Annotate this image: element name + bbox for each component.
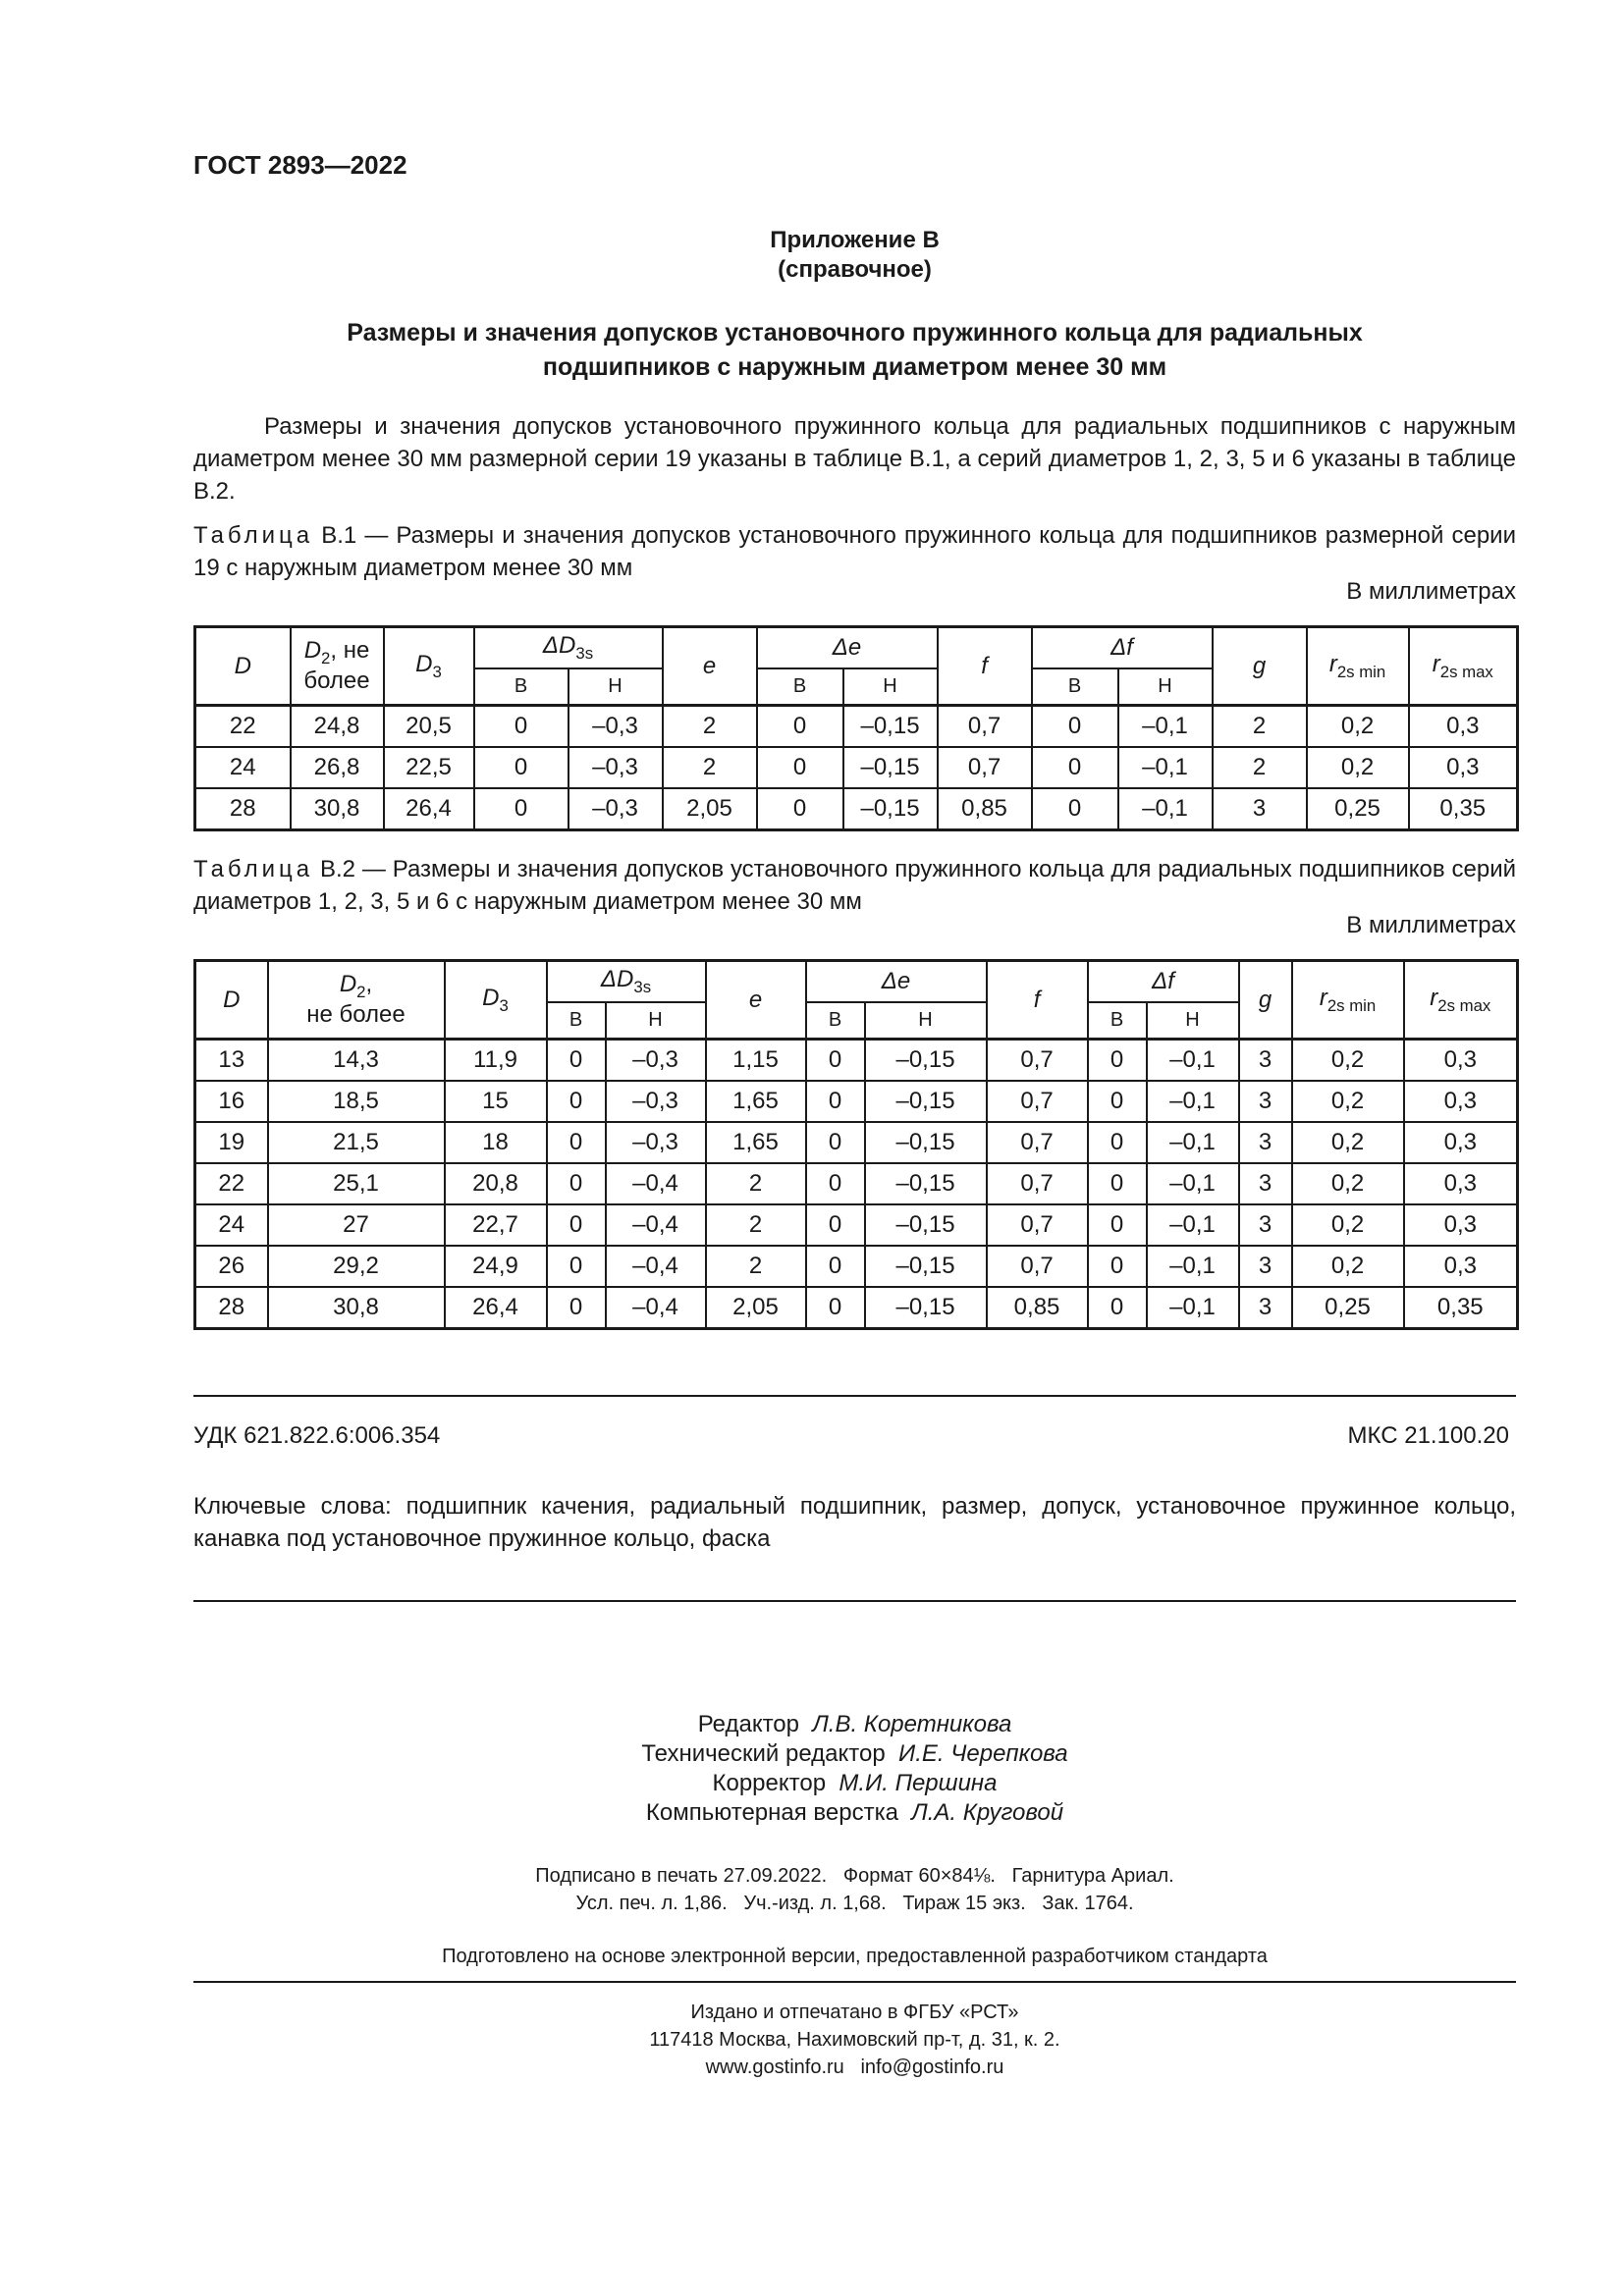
table2-cell: 0 [1088,1040,1147,1082]
table1-cell: 0,2 [1307,747,1409,788]
table2-header-g: g [1239,961,1292,1040]
table1-cell: 0,2 [1307,706,1409,748]
table1-cell: 2 [663,706,757,748]
table2-cell: 29,2 [268,1246,445,1287]
table2-cell: 0,2 [1292,1204,1404,1246]
table2-units: В миллиметрах [1346,912,1516,938]
table1-cell: 0,3 [1409,747,1518,788]
table1-cell: 0,35 [1409,788,1518,830]
appendix-heading [193,226,1516,285]
table1-cell: –0,3 [568,788,663,830]
table2-cell: 0 [547,1287,606,1329]
table2-cell: 0,2 [1292,1081,1404,1122]
publisher-address: 117418 Москва, Нахимовский пр-т, д. 31, к. 2. [649,2029,1060,2051]
table2-cell: 0 [547,1081,606,1122]
table2-cell: –0,1 [1147,1040,1239,1082]
table2-cell: –0,1 [1147,1163,1239,1204]
credit-line: Компьютерная верстка Л.А. Круговой [645,1799,1064,1826]
table2-cell: –0,4 [606,1246,706,1287]
table2-cell: 27 [268,1204,445,1246]
table2-cell: 15 [445,1081,547,1122]
table2-cell: –0,15 [865,1204,987,1246]
table2-cell: 0 [1088,1081,1147,1122]
keywords: Ключевые слова: подшипник качения, радиальный подшипник, размер, допуск, установочное пружинное кольцо, канавка под установочное пружинное кольцо, фаска [193,1493,1516,1552]
table2-cell: 3 [1239,1204,1292,1246]
table1-cell: 0,3 [1409,706,1518,748]
table1-cell: 26,4 [384,788,474,830]
prepared-note: Подготовлено на основе электронной версии, предоставленной разработчиком стандарта [442,1946,1268,1967]
table2-cell: 3 [1239,1287,1292,1329]
table2-cell: 0,3 [1404,1122,1518,1163]
table1-header-d3: $D_3$ [384,627,474,706]
table2-cell: 21,5 [268,1122,445,1163]
table2-header-d2: $D_2$, не более [268,961,445,1040]
table2-cell: –0,1 [1147,1204,1239,1246]
table1-cell: 28 [195,788,291,830]
table1-cell: 2 [663,747,757,788]
table1-cell: –0,15 [843,747,938,788]
table1-header-r2s-min: $r_{2s min}$ [1307,627,1409,706]
table2-header-delta-f: Δf [1088,961,1239,1002]
table2-cell: 25,1 [268,1163,445,1204]
table1-cell: –0,15 [843,706,938,748]
table2-cell: 3 [1239,1122,1292,1163]
table1-header-upper: В [757,668,843,706]
table2-cell: 0 [1088,1287,1147,1329]
table2-cell: 2 [706,1246,806,1287]
table2-cell: 30,8 [268,1287,445,1329]
table2-header-lower: Н [865,1002,987,1040]
mks-code: МКС 21.100.20 [1347,1422,1509,1449]
table2-cell: 0,7 [987,1040,1088,1082]
table2-header-delta-d3s: $\Delta D_{3s}$ [547,961,706,1002]
table2-cell: 19 [195,1122,268,1163]
table2-cell: 0 [806,1287,865,1329]
table1-cell: 22,5 [384,747,474,788]
table2-cell: 24 [195,1204,268,1246]
table1-caption-text: В.1 — Размеры и значения допусков установочного пружинного кольца для подшипников размерной серии 19 с наружным диаметром менее 30 мм [193,522,1516,581]
table2-cell: 1,15 [706,1040,806,1082]
table2-cell: 11,9 [445,1040,547,1082]
table2-header-e: e [706,961,806,1040]
publisher-info [193,1999,1516,2081]
table2-cell: –0,3 [606,1081,706,1122]
table2-cell: 0,2 [1292,1246,1404,1287]
print-info [193,1862,1516,1917]
table1-header-r2s-max: $r_{2s max}$ [1409,627,1518,706]
table2-caption-text: В.2 — Размеры и значения допусков установочного пружинного кольца для радиальных подшипников серий диаметров 1, 2, 3, 5 и 6 с наружным диаметром менее 30 мм [193,856,1516,915]
publisher-rule [193,1981,1516,1983]
table2-cell: –0,15 [865,1040,987,1082]
appendix-kind: (справочное) [778,256,932,283]
table2-cell: 0,7 [987,1081,1088,1122]
publisher-name: Издано и отпечатано в ФГБУ «РСТ» [690,2002,1019,2023]
table1-header-lower: Н [568,668,663,706]
table2-header-lower: Н [606,1002,706,1040]
table2-cell: –0,15 [865,1081,987,1122]
table2-cell: 0 [1088,1204,1147,1246]
table1-cell: 0 [474,747,568,788]
table2-header-delta-e: Δe [806,961,987,1002]
table1-header-e: e [663,627,757,706]
table2-cell: 0 [547,1204,606,1246]
table1-cell: 0 [1032,788,1118,830]
table2-cell: 2,05 [706,1287,806,1329]
table1-cell: 0 [757,747,843,788]
table2-cell: 0,35 [1404,1287,1518,1329]
table1-header-delta-d3s: $\Delta D_{3s}$ [474,627,663,668]
table2-header-r2s-max: $r_{2s max}$ [1404,961,1518,1040]
table2-cell: 0,7 [987,1122,1088,1163]
table2-cell: 0 [806,1040,865,1082]
table1-cell: 0 [757,788,843,830]
footer-rule-top [193,1395,1516,1397]
table2-cell: 0,2 [1292,1163,1404,1204]
table1-header-upper: В [1032,668,1118,706]
table2-caption [193,853,1516,918]
table1-cell: –0,3 [568,706,663,748]
table1-cell: 24,8 [291,706,384,748]
table2-header-upper: В [806,1002,865,1040]
table2-cell: 0,25 [1292,1287,1404,1329]
table1-label: Таблица [193,522,314,549]
section-title-line-2: подшипников с наружным диаметром менее 30 мм [542,353,1167,381]
table2-cell: 0,3 [1404,1040,1518,1082]
table2-cell: 18 [445,1122,547,1163]
table2-cell: 0,3 [1404,1081,1518,1122]
section-title [193,316,1516,385]
table1-cell: 3 [1213,788,1307,830]
table2-cell: 0 [547,1122,606,1163]
table2-cell: 0 [1088,1163,1147,1204]
table1-cell: 22 [195,706,291,748]
table2-cell: 0,2 [1292,1040,1404,1082]
table2-cell: 16 [195,1081,268,1122]
table1-cell: 0 [1032,706,1118,748]
table2-label: Таблица [193,856,314,882]
table2-cell: 24,9 [445,1246,547,1287]
table1-body [195,706,1518,830]
print-signed: Подписано в печать 27.09.2022. Формат 60×84⅛. Гарнитура Ариал. [535,1865,1174,1887]
document-code: ГОСТ 2893—2022 [193,150,407,180]
table1-cell: 2 [1213,747,1307,788]
table2-cell: 0,85 [987,1287,1088,1329]
table2-cell: 0,7 [987,1204,1088,1246]
table1-cell: –0,3 [568,747,663,788]
section-title-line-1: Размеры и значения допусков установочного пружинного кольца для радиальных [347,319,1363,347]
credit-line: Технический редактор И.Е. Черепкова [641,1740,1068,1767]
table2-header-upper: В [1088,1002,1147,1040]
table2-cell: –0,15 [865,1122,987,1163]
table1-cell: 0 [474,706,568,748]
table2-cell: 0 [806,1204,865,1246]
table1-cell: 0,85 [938,788,1032,830]
table1-cell: –0,1 [1118,788,1213,830]
table1-row [195,747,1518,788]
table2-row [195,1246,1518,1287]
table1-cell: 0,25 [1307,788,1409,830]
table1-cell: –0,15 [843,788,938,830]
footer-rule-bottom [193,1600,1516,1602]
table2-cell: 3 [1239,1081,1292,1122]
table1-cell: 0 [757,706,843,748]
table1-header-upper: В [474,668,568,706]
table2-cell: 0,3 [1404,1246,1518,1287]
table2-cell: –0,15 [865,1163,987,1204]
table1-cell: 26,8 [291,747,384,788]
table2-cell: 0,3 [1404,1204,1518,1246]
table2-cell: 20,8 [445,1163,547,1204]
table2-cell: 0 [547,1246,606,1287]
table1-row [195,788,1518,830]
table2-cell: 22 [195,1163,268,1204]
print-volume: Усл. печ. л. 1,86. Уч.-изд. л. 1,68. Тираж 15 экз. Зак. 1764. [575,1893,1134,1914]
table1-cell: 2 [1213,706,1307,748]
table2-cell: 28 [195,1287,268,1329]
table2-header-r2s-min: $r_{2s min}$ [1292,961,1404,1040]
table1-header-lower: Н [843,668,938,706]
table2-cell: 1,65 [706,1122,806,1163]
publisher-web: www.gostinfo.ru info@gostinfo.ru [705,2056,1004,2078]
table1-header-delta-e: Δe [757,627,938,668]
table2-cell: 1,65 [706,1081,806,1122]
table2-cell: 0 [806,1081,865,1122]
table2-cell: 0,3 [1404,1163,1518,1204]
table1-cell: 0 [1032,747,1118,788]
table2-header-d: D [195,961,268,1040]
table2-header-f: f [987,961,1088,1040]
table2-cell: 0 [1088,1122,1147,1163]
table2-body [195,1040,1518,1329]
table2-cell: –0,3 [606,1040,706,1082]
credit-line: Редактор Л.В. Коретникова [697,1711,1012,1737]
table2-cell: 2 [706,1163,806,1204]
table2-cell: –0,15 [865,1246,987,1287]
table2-cell: –0,1 [1147,1122,1239,1163]
table2-cell: 22,7 [445,1204,547,1246]
table2-header-d3: $D_3$ [445,961,547,1040]
table1-cell: 30,8 [291,788,384,830]
table2-cell: 0,2 [1292,1122,1404,1163]
table1-cell: 0 [474,788,568,830]
table2 [193,959,1519,1330]
table2-cell: –0,4 [606,1163,706,1204]
table2-cell: 26 [195,1246,268,1287]
table2-row [195,1040,1518,1082]
table1-row [195,706,1518,748]
table1-header-g: g [1213,627,1307,706]
table2-cell: 18,5 [268,1081,445,1122]
table2-cell: –0,15 [865,1287,987,1329]
table1-cell: 24 [195,747,291,788]
intro-paragraph: Размеры и значения допусков установочного пружинного кольца для радиальных подшипников с наружным диаметром менее 30 мм размерной серии 19 указаны в таблице В.1, а серий диаметров 1, 2, 3, 5 и 6 указаны в таблице В.2. [193,413,1516,505]
table1-caption [193,519,1516,584]
table2-header-lower: Н [1147,1002,1239,1040]
table2-cell: 0 [806,1163,865,1204]
table1-cell: 20,5 [384,706,474,748]
credits-block [193,1710,1516,1828]
table1-cell: 0,7 [938,747,1032,788]
table2-cell: 3 [1239,1163,1292,1204]
table1-header-delta-f: Δf [1032,627,1213,668]
table2-cell: 26,4 [445,1287,547,1329]
table2-cell: 13 [195,1040,268,1082]
table2-cell: 0 [547,1040,606,1082]
table1-cell: –0,1 [1118,747,1213,788]
table1-cell: 0,7 [938,706,1032,748]
udk-code: УДК 621.822.6:006.354 [193,1422,441,1449]
table2-cell: –0,1 [1147,1081,1239,1122]
table2-row [195,1163,1518,1204]
table2-row [195,1287,1518,1329]
credit-line: Корректор М.И. Першина [712,1770,998,1796]
table1-cell: 2,05 [663,788,757,830]
table1-units: В миллиметрах [1346,578,1516,605]
table1 [193,625,1519,831]
table1-cell: –0,1 [1118,706,1213,748]
table2-cell: –0,1 [1147,1287,1239,1329]
table2-cell: –0,4 [606,1287,706,1329]
table1-header-lower: Н [1118,668,1213,706]
table2-row [195,1081,1518,1122]
table2-cell: 3 [1239,1040,1292,1082]
table2-cell: 0 [1088,1246,1147,1287]
table2-cell: –0,3 [606,1122,706,1163]
table2-cell: 0 [806,1122,865,1163]
table2-cell: 0 [806,1246,865,1287]
appendix-title: Приложение В [770,227,940,253]
table2-cell: –0,4 [606,1204,706,1246]
table2-cell: 2 [706,1204,806,1246]
table1-header-d: D [195,627,291,706]
table1-header-d2: $D_2$, не более [291,627,384,706]
table2-cell: 0,7 [987,1246,1088,1287]
table2-cell: 0,7 [987,1163,1088,1204]
table2-cell: –0,1 [1147,1246,1239,1287]
table2-row [195,1204,1518,1246]
table2-header-upper: В [547,1002,606,1040]
table2-cell: 3 [1239,1246,1292,1287]
table2-cell: 14,3 [268,1040,445,1082]
table2-cell: 0 [547,1163,606,1204]
table2-row [195,1122,1518,1163]
table1-header-f: f [938,627,1032,706]
